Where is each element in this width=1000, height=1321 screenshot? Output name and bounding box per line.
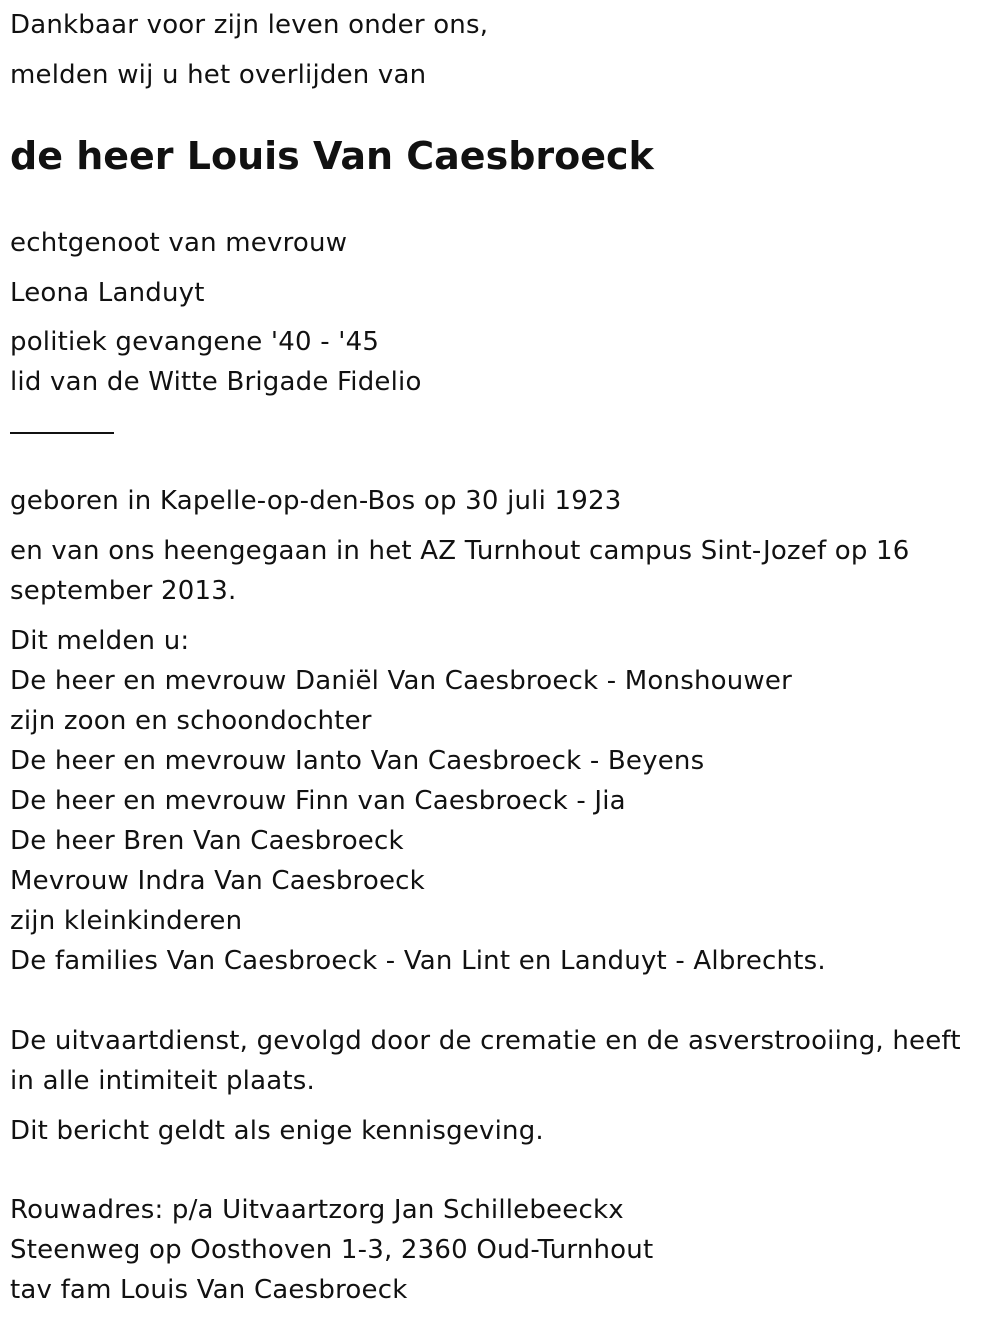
family-line: Mevrouw Indra Van Caesbroeck [10, 866, 425, 896]
deceased-name: de heer Louis Van Caesbroeck [10, 134, 654, 178]
family-line: De families Van Caesbroeck - Van Lint en Landuyt - Albrechts. [10, 946, 826, 976]
address-line-3: tav fam Louis Van Caesbroeck [10, 1275, 408, 1305]
detail-resistance-member: lid van de Witte Brigade Fidelio [10, 367, 422, 397]
service-line-1: De uitvaartdienst, gevolgd door de crematie en de asverstrooiing, heeft [10, 1026, 961, 1056]
intro-line-2: melden wij u het overlijden van [10, 60, 427, 90]
service-line-2: in alle intimiteit plaats. [10, 1066, 315, 1096]
death-line-1: en van ons heengegaan in het AZ Turnhout campus Sint-Jozef op 16 [10, 536, 910, 566]
family-line: De heer en mevrouw Finn van Caesbroeck - Jia [10, 786, 626, 816]
intro-line-1: Dankbaar voor zijn leven onder ons, [10, 10, 489, 40]
notice-line: Dit bericht geldt als enige kennisgeving. [10, 1116, 544, 1146]
family-line: De heer en mevrouw Daniël Van Caesbroeck - Monshouwer [10, 666, 792, 696]
separator-text [10, 402, 116, 442]
family-line: zijn zoon en schoondochter [10, 706, 372, 736]
birth-line: geboren in Kapelle-op-den-Bos op 30 juli 1923 [10, 486, 622, 516]
spouse-name: Leona Landuyt [10, 278, 205, 308]
family-line: De heer en mevrouw Ianto Van Caesbroeck - Beyens [10, 746, 705, 776]
separator-rule [10, 432, 114, 434]
address-line-2: Steenweg op Oosthoven 1-3, 2360 Oud-Turnhout [10, 1235, 654, 1265]
family-intro: Dit melden u: [10, 626, 190, 656]
family-line: De heer Bren Van Caesbroeck [10, 826, 404, 856]
death-line-2: september 2013. [10, 576, 237, 606]
family-line: zijn kleinkinderen [10, 906, 243, 936]
spouse-label: echtgenoot van mevrouw [10, 228, 348, 258]
address-line-1: Rouwadres: p/a Uitvaartzorg Jan Schillebeeckx [10, 1195, 624, 1225]
detail-political-prisoner: politiek gevangene '40 - '45 [10, 327, 380, 357]
